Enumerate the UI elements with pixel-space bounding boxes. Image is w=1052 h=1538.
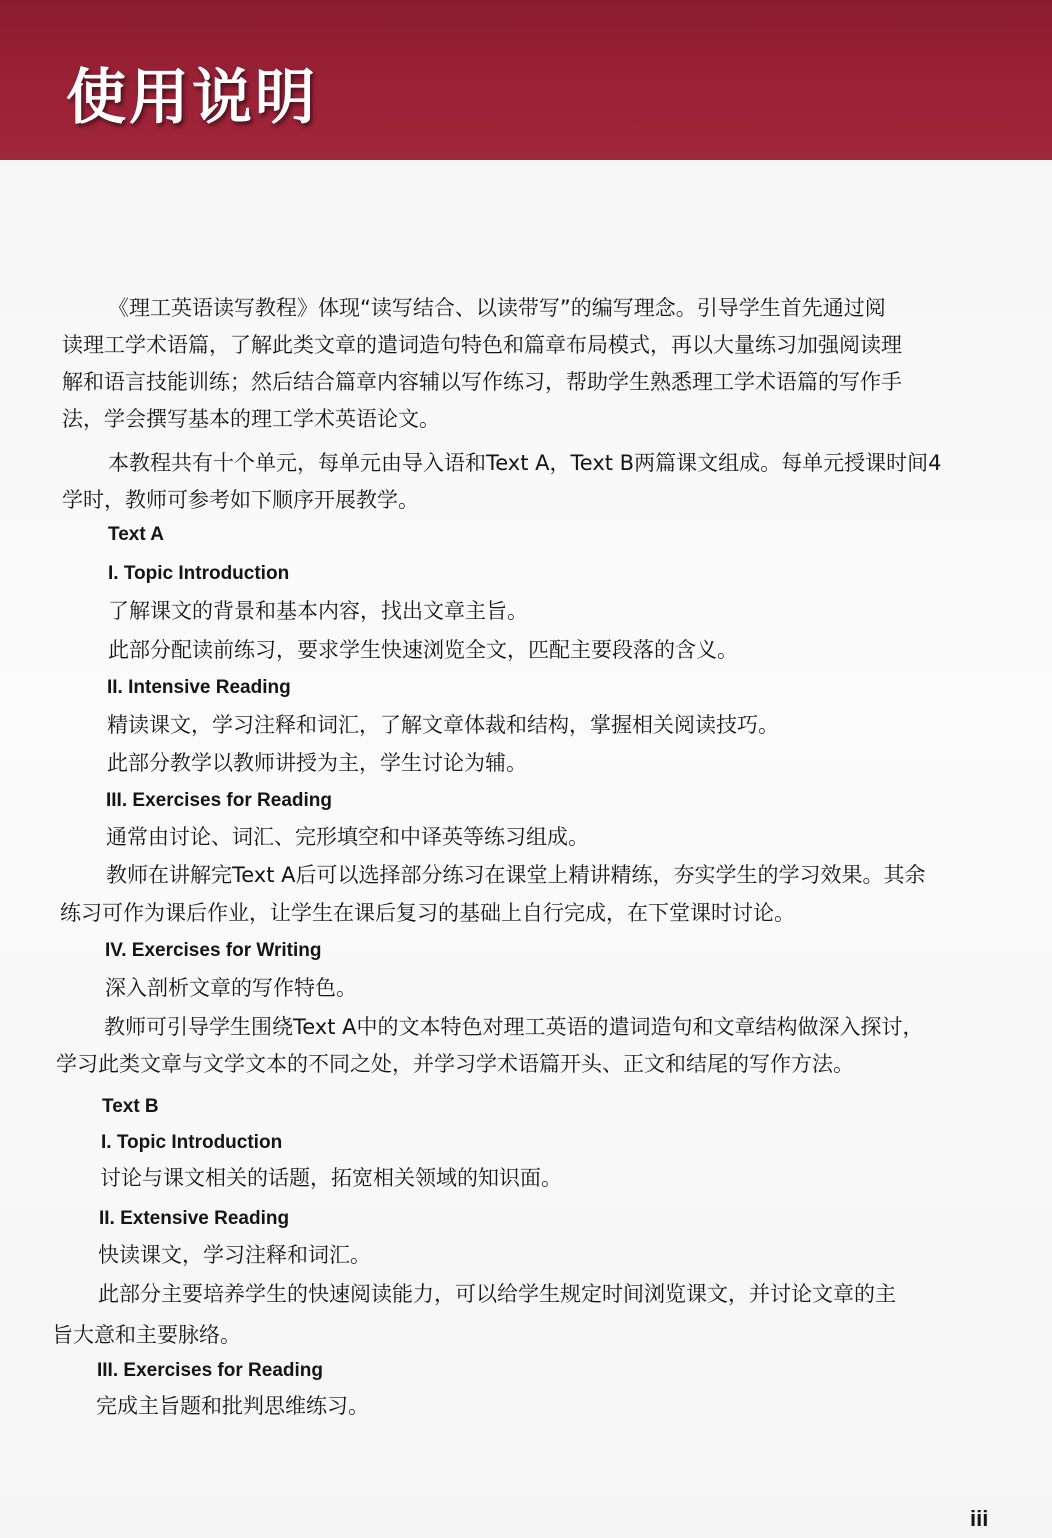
text-a-topic-introduction-line-1: 了解课文的背景和基本内容，找出文章主旨。 (108, 599, 528, 623)
text-a-exercises-writing-line-2: 教师可引导学生围绕Text A中的文本特色对理工英语的遣词造句和文章结构做深入探讨， (104, 1015, 924, 1039)
text-b-heading: Text B (102, 1096, 159, 1117)
text-b-extensive-reading-line-3: 旨大意和主要脉络。 (52, 1323, 241, 1347)
text-b-topic-introduction-line-1: 讨论与课文相关的话题，拓宽相关领域的知识面。 (100, 1166, 562, 1190)
text-a-intensive-reading-heading: II. Intensive Reading (107, 677, 291, 698)
text-a-topic-introduction-heading: I. Topic Introduction (108, 563, 290, 584)
text-b-exercises-reading-line-1: 完成主旨题和批判思维练习。 (96, 1394, 369, 1418)
text-a-exercises-reading-heading: III. Exercises for Reading (106, 790, 332, 811)
text-b-extensive-reading-heading: II. Extensive Reading (99, 1208, 290, 1229)
text-b-extensive-reading-line-2: 此部分主要培养学生的快速阅读能力，可以给学生规定时间浏览课文，并讨论文章的主 (98, 1282, 896, 1306)
intro-paragraph-2-line-2: 学时，教师可参考如下顺序开展教学。 (62, 488, 419, 512)
intro-paragraph-1-line-3: 解和语言技能训练；然后结合篇章内容辅以写作练习，帮助学生熟悉理工学术语篇的写作手 (62, 370, 902, 394)
text-a-intensive-reading-line-2: 此部分教学以教师讲授为主，学生讨论为辅。 (107, 751, 527, 775)
text-b-exercises-reading-heading: III. Exercises for Reading (97, 1360, 323, 1381)
intro-paragraph-1-line-1: 《理工英语读写教程》体现“读写结合、以读带写”的编写理念。引导学生首先通过阅 (108, 296, 886, 320)
text-a-exercises-reading-line-1: 通常由讨论、词汇、完形填空和中译英等练习组成。 (106, 825, 589, 849)
text-a-exercises-writing-line-1: 深入剖析文章的写作特色。 (105, 976, 357, 1000)
page-title: 使用说明 (66, 63, 318, 133)
text-a-topic-introduction-line-2: 此部分配读前练习，要求学生快速浏览全文，匹配主要段落的含义。 (108, 638, 738, 662)
text-b-topic-introduction-heading: I. Topic Introduction (101, 1132, 283, 1153)
text-a-heading: Text A (108, 524, 164, 545)
intro-paragraph-2-line-1: 本教程共有十个单元，每单元由导入语和Text A，Text B两篇课文组成。每单元授课时间4 (108, 451, 942, 475)
text-a-exercises-reading-line-2: 教师在讲解完Text A后可以选择部分练习在课堂上精讲精练，夯实学生的学习效果。其余 (106, 863, 926, 887)
text-a-exercises-writing-heading: IV. Exercises for Writing (105, 940, 322, 961)
text-a-exercises-reading-line-3: 练习可作为课后作业，让学生在课后复习的基础上自行完成，在下堂课时讨论。 (60, 901, 795, 925)
intro-paragraph-1-line-2: 读理工学术语篇，了解此类文章的遣词造句特色和篇章布局模式，再以大量练习加强阅读理 (62, 333, 902, 357)
text-a-exercises-writing-line-3: 学习此类文章与文学文本的不同之处，并学习学术语篇开头、正文和结尾的写作方法。 (56, 1052, 854, 1076)
text-a-intensive-reading-line-1: 精读课文，学习注释和词汇，了解文章体裁和结构，掌握相关阅读技巧。 (107, 713, 779, 737)
header-banner (0, 0, 1052, 160)
text-b-extensive-reading-line-1: 快读课文，学习注释和词汇。 (98, 1243, 371, 1267)
intro-paragraph-1-line-4: 法，学会撰写基本的理工学术英语论文。 (62, 407, 440, 431)
page-number: iii (970, 1506, 989, 1531)
